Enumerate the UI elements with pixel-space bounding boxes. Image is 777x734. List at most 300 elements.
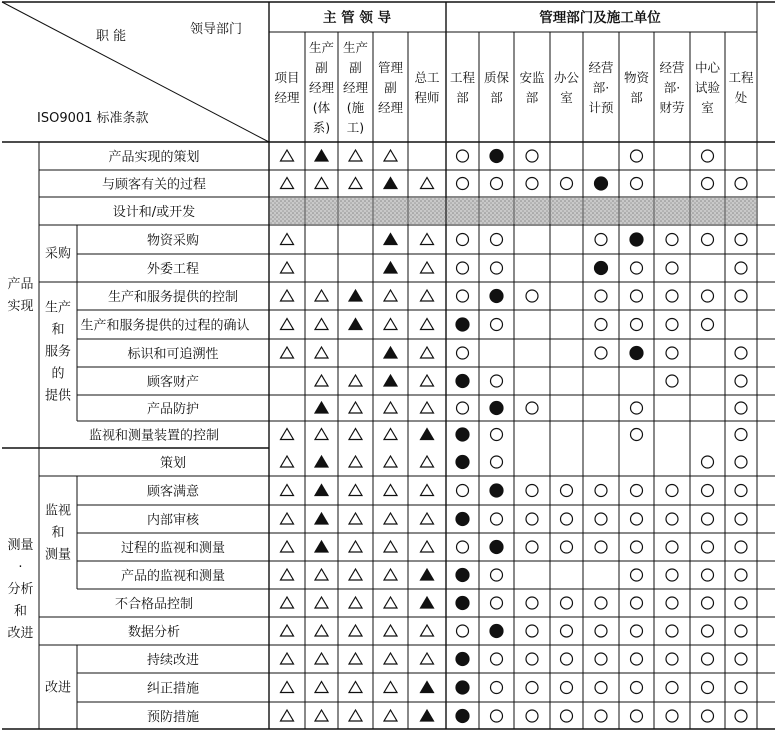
subgroup-label-purchasing: 采购 bbox=[44, 246, 72, 262]
column-header-line: 经营 bbox=[659, 60, 685, 75]
row-label: 预防措施 bbox=[146, 710, 200, 725]
major-dept-dot bbox=[456, 513, 469, 526]
minor-dept-circle bbox=[526, 150, 538, 162]
row-label: 顾客满意 bbox=[146, 484, 200, 500]
minor-leader-triangle bbox=[384, 150, 397, 161]
major-leader-triangle bbox=[315, 150, 328, 161]
minor-leader-triangle bbox=[421, 262, 434, 273]
row-label: 监视和测量装置的控制 bbox=[88, 428, 220, 444]
minor-leader-triangle bbox=[281, 234, 294, 245]
major-leader-triangle bbox=[349, 319, 362, 330]
minor-leader-triangle bbox=[281, 262, 294, 273]
minor-leader-triangle bbox=[349, 150, 362, 161]
minor-leader-triangle bbox=[315, 569, 328, 580]
minor-dept-circle bbox=[491, 513, 503, 525]
minor-leader-triangle bbox=[384, 319, 397, 330]
minor-dept-circle bbox=[491, 262, 503, 274]
minor-dept-circle bbox=[526, 485, 538, 497]
row-label: 设计和/或开发 bbox=[112, 205, 196, 220]
group-label-measurement-analysis: 测量 bbox=[7, 538, 34, 553]
major-leader-triangle bbox=[421, 429, 434, 440]
minor-dept-circle bbox=[595, 541, 607, 553]
minor-dept-circle bbox=[666, 682, 678, 694]
minor-leader-triangle bbox=[421, 402, 434, 413]
minor-leader-triangle bbox=[281, 429, 294, 440]
subgroup-label-improvement: 改进 bbox=[44, 680, 72, 696]
group-header-departments: 管理部门及施工单位 bbox=[539, 10, 661, 26]
shaded-cell bbox=[270, 198, 304, 224]
minor-leader-triangle bbox=[384, 485, 397, 496]
shaded-cell bbox=[515, 198, 549, 224]
minor-dept-circle bbox=[457, 290, 469, 302]
minor-leader-triangle bbox=[384, 513, 397, 524]
minor-leader-triangle bbox=[384, 290, 397, 301]
minor-dept-circle bbox=[666, 625, 678, 637]
column-header-line: 工) bbox=[346, 120, 365, 135]
minor-leader-triangle bbox=[349, 513, 362, 524]
minor-leader-triangle bbox=[315, 625, 328, 636]
minor-dept-circle bbox=[666, 597, 678, 609]
minor-leader-triangle bbox=[384, 541, 397, 552]
minor-leader-triangle bbox=[384, 682, 397, 693]
minor-leader-triangle bbox=[315, 710, 328, 721]
column-header-line: 经理 bbox=[274, 90, 300, 105]
row-label: 过程的监视和测量 bbox=[120, 541, 226, 556]
minor-dept-circle bbox=[595, 347, 607, 359]
minor-leader-triangle bbox=[384, 429, 397, 440]
major-dept-dot bbox=[456, 375, 469, 388]
minor-leader-triangle bbox=[349, 456, 362, 467]
minor-leader-triangle bbox=[421, 456, 434, 467]
shaded-cell bbox=[551, 198, 582, 224]
minor-dept-circle bbox=[631, 290, 643, 302]
minor-dept-circle bbox=[702, 485, 714, 497]
minor-dept-circle bbox=[631, 513, 643, 525]
major-dept-dot bbox=[456, 710, 469, 723]
minor-dept-circle bbox=[631, 597, 643, 609]
minor-dept-circle bbox=[491, 597, 503, 609]
minor-dept-circle bbox=[735, 485, 747, 497]
minor-dept-circle bbox=[595, 710, 607, 722]
minor-dept-circle bbox=[631, 653, 643, 665]
minor-leader-triangle bbox=[315, 178, 328, 189]
column-header-line: 办公 bbox=[553, 70, 580, 85]
subgroup-label-production: 服务 bbox=[44, 344, 72, 360]
major-leader-triangle bbox=[315, 541, 328, 552]
column-header-line: 室 bbox=[560, 90, 573, 105]
minor-leader-triangle bbox=[349, 429, 362, 440]
column-header-line: 安监 bbox=[519, 70, 545, 85]
row-label: 生产和服务提供的控制 bbox=[107, 290, 239, 305]
minor-dept-circle bbox=[735, 262, 747, 274]
minor-dept-circle bbox=[666, 262, 678, 274]
minor-leader-triangle bbox=[281, 569, 294, 580]
corner-leading-depts-label: 领导部门 bbox=[190, 22, 243, 37]
major-dept-dot bbox=[490, 541, 503, 554]
minor-leader-triangle bbox=[421, 625, 434, 636]
minor-dept-circle bbox=[702, 653, 714, 665]
shaded-cell bbox=[620, 198, 653, 224]
minor-dept-circle bbox=[595, 234, 607, 246]
major-dept-dot bbox=[490, 290, 503, 303]
minor-dept-circle bbox=[526, 178, 538, 190]
minor-dept-circle bbox=[702, 710, 714, 722]
minor-dept-circle bbox=[631, 625, 643, 637]
minor-dept-circle bbox=[735, 653, 747, 665]
column-header-line: 计预 bbox=[588, 100, 614, 115]
minor-leader-triangle bbox=[349, 710, 362, 721]
minor-dept-circle bbox=[526, 513, 538, 525]
column-header-line: 系) bbox=[312, 120, 331, 135]
minor-leader-triangle bbox=[349, 375, 362, 386]
shaded-cell bbox=[306, 198, 337, 224]
column-header-line: 程师 bbox=[414, 90, 440, 105]
column-header-line: 工程 bbox=[449, 70, 476, 85]
minor-leader-triangle bbox=[349, 653, 362, 664]
minor-dept-circle bbox=[561, 625, 573, 637]
minor-leader-triangle bbox=[349, 402, 362, 413]
column-header-line: 部 bbox=[525, 90, 539, 105]
minor-dept-circle bbox=[702, 597, 714, 609]
column-header-line: 副 bbox=[349, 60, 362, 75]
column-header-line: 副 bbox=[315, 60, 328, 75]
minor-dept-circle bbox=[735, 710, 747, 722]
major-dept-dot bbox=[490, 402, 503, 415]
minor-leader-triangle bbox=[315, 290, 328, 301]
minor-leader-triangle bbox=[421, 513, 434, 524]
minor-dept-circle bbox=[561, 485, 573, 497]
minor-dept-circle bbox=[457, 485, 469, 497]
minor-dept-circle bbox=[457, 625, 469, 637]
minor-dept-circle bbox=[631, 541, 643, 553]
minor-dept-circle bbox=[666, 290, 678, 302]
minor-dept-circle bbox=[702, 178, 714, 190]
row-label: 产品防护 bbox=[146, 402, 200, 417]
row-label: 纠正措施 bbox=[146, 681, 200, 697]
column-header-line: 经理 bbox=[308, 80, 335, 95]
minor-dept-circle bbox=[491, 456, 503, 468]
minor-dept-circle bbox=[702, 625, 714, 637]
shaded-cell bbox=[339, 198, 372, 224]
minor-leader-triangle bbox=[281, 682, 294, 693]
shaded-cell bbox=[447, 198, 478, 224]
minor-dept-circle bbox=[595, 290, 607, 302]
row-label: 持续改进 bbox=[146, 653, 200, 668]
column-header-line: 室 bbox=[701, 100, 714, 115]
major-dept-dot bbox=[630, 347, 643, 360]
group-label-product-realization: 产品 bbox=[7, 277, 34, 292]
minor-leader-triangle bbox=[421, 234, 434, 245]
minor-leader-triangle bbox=[349, 485, 362, 496]
minor-dept-circle bbox=[735, 347, 747, 359]
minor-leader-triangle bbox=[349, 569, 362, 580]
minor-dept-circle bbox=[702, 682, 714, 694]
row-label: 数据分析 bbox=[127, 625, 181, 640]
minor-dept-circle bbox=[526, 653, 538, 665]
column-header-line: 项目 bbox=[274, 70, 300, 85]
minor-leader-triangle bbox=[421, 178, 434, 189]
minor-dept-circle bbox=[702, 569, 714, 581]
minor-dept-circle bbox=[491, 710, 503, 722]
group-label-measurement-analysis: 改进 bbox=[7, 626, 34, 641]
minor-leader-triangle bbox=[349, 541, 362, 552]
group-label-measurement-analysis: · bbox=[18, 560, 23, 575]
major-dept-dot bbox=[456, 456, 469, 469]
major-dept-dot bbox=[456, 597, 469, 610]
column-header-line: 经营 bbox=[588, 60, 614, 75]
minor-leader-triangle bbox=[384, 625, 397, 636]
minor-dept-circle bbox=[735, 456, 747, 468]
minor-dept-circle bbox=[666, 710, 678, 722]
minor-dept-circle bbox=[491, 234, 503, 246]
column-header-line: 总工 bbox=[414, 70, 440, 85]
minor-dept-circle bbox=[561, 597, 573, 609]
minor-leader-triangle bbox=[315, 319, 328, 330]
minor-leader-triangle bbox=[421, 290, 434, 301]
subgroup-label-monitoring: 测量 bbox=[44, 547, 72, 563]
minor-dept-circle bbox=[595, 682, 607, 694]
minor-dept-circle bbox=[526, 625, 538, 637]
minor-dept-circle bbox=[457, 541, 469, 553]
minor-leader-triangle bbox=[384, 710, 397, 721]
minor-dept-circle bbox=[666, 319, 678, 331]
minor-dept-circle bbox=[595, 319, 607, 331]
minor-leader-triangle bbox=[281, 456, 294, 467]
minor-dept-circle bbox=[702, 513, 714, 525]
column-header-line: 部 bbox=[630, 90, 643, 105]
minor-dept-circle bbox=[526, 402, 538, 414]
minor-dept-circle bbox=[631, 710, 643, 722]
minor-leader-triangle bbox=[349, 597, 362, 608]
corner-iso-clauses-label: ISO9001 标准条款 bbox=[37, 111, 149, 126]
major-leader-triangle bbox=[421, 682, 434, 693]
column-header-line: 部 bbox=[456, 90, 469, 105]
minor-dept-circle bbox=[631, 402, 643, 414]
column-header-line: 经理 bbox=[342, 80, 369, 95]
minor-dept-circle bbox=[735, 429, 747, 441]
major-leader-triangle bbox=[315, 402, 328, 413]
minor-dept-circle bbox=[561, 541, 573, 553]
row-label: 不合格品控制 bbox=[114, 597, 194, 612]
minor-dept-circle bbox=[702, 290, 714, 302]
minor-leader-triangle bbox=[281, 597, 294, 608]
minor-dept-circle bbox=[735, 541, 747, 553]
minor-dept-circle bbox=[561, 710, 573, 722]
minor-dept-circle bbox=[457, 150, 469, 162]
minor-leader-triangle bbox=[421, 541, 434, 552]
column-header-line: 中心 bbox=[694, 60, 721, 75]
minor-leader-triangle bbox=[315, 429, 328, 440]
minor-leader-triangle bbox=[281, 347, 294, 358]
subgroup-label-monitoring: 监视 bbox=[44, 503, 72, 519]
major-dept-dot bbox=[490, 484, 503, 497]
minor-leader-triangle bbox=[281, 290, 294, 301]
minor-dept-circle bbox=[666, 234, 678, 246]
minor-dept-circle bbox=[735, 375, 747, 387]
minor-dept-circle bbox=[666, 375, 678, 387]
column-header-line: 质保 bbox=[483, 70, 510, 85]
minor-dept-circle bbox=[735, 569, 747, 581]
minor-dept-circle bbox=[491, 569, 503, 581]
shaded-cells bbox=[270, 198, 756, 224]
major-leader-triangle bbox=[421, 597, 434, 608]
major-dept-dot bbox=[456, 428, 469, 441]
major-leader-triangle bbox=[315, 456, 328, 467]
minor-dept-circle bbox=[631, 178, 643, 190]
row-label: 顾客财产 bbox=[146, 375, 200, 390]
major-dept-dot bbox=[456, 569, 469, 582]
column-header-line: (施 bbox=[346, 100, 365, 115]
subgroup-label-production: 生产 bbox=[44, 300, 72, 316]
minor-dept-circle bbox=[595, 625, 607, 637]
minor-dept-circle bbox=[666, 513, 678, 525]
row-labels bbox=[7, 149, 249, 725]
column-header-line: (体 bbox=[312, 100, 331, 115]
row-label: 策划 bbox=[159, 456, 187, 471]
major-leader-triangle bbox=[384, 347, 397, 358]
minor-dept-circle bbox=[561, 513, 573, 525]
shaded-cell bbox=[480, 198, 513, 224]
minor-leader-triangle bbox=[384, 653, 397, 664]
minor-leader-triangle bbox=[315, 375, 328, 386]
minor-dept-circle bbox=[491, 319, 503, 331]
minor-dept-circle bbox=[561, 178, 573, 190]
minor-dept-circle bbox=[631, 429, 643, 441]
minor-dept-circle bbox=[491, 375, 503, 387]
group-label-measurement-analysis: 和 bbox=[13, 604, 28, 619]
shaded-cell bbox=[374, 198, 407, 224]
minor-dept-circle bbox=[457, 262, 469, 274]
row-label: 产品实现的策划 bbox=[108, 150, 200, 165]
minor-dept-circle bbox=[631, 485, 643, 497]
group-label-measurement-analysis: 分析 bbox=[7, 582, 34, 597]
minor-dept-circle bbox=[595, 653, 607, 665]
minor-dept-circle bbox=[491, 178, 503, 190]
minor-leader-triangle bbox=[421, 653, 434, 664]
minor-dept-circle bbox=[457, 347, 469, 359]
minor-dept-circle bbox=[526, 541, 538, 553]
subgroup-label-monitoring: 和 bbox=[51, 525, 65, 541]
column-header-line: 部· bbox=[663, 80, 681, 95]
group-label-product-realization: 实现 bbox=[7, 299, 34, 314]
minor-leader-triangle bbox=[281, 485, 294, 496]
major-leader-triangle bbox=[384, 375, 397, 386]
minor-dept-circle bbox=[631, 319, 643, 331]
minor-leader-triangle bbox=[421, 347, 434, 358]
shaded-cell bbox=[409, 198, 445, 224]
minor-dept-circle bbox=[666, 485, 678, 497]
minor-leader-triangle bbox=[384, 402, 397, 413]
minor-leader-triangle bbox=[421, 319, 434, 330]
column-header-line: 管理 bbox=[377, 60, 404, 75]
minor-dept-circle bbox=[702, 319, 714, 331]
minor-dept-circle bbox=[666, 541, 678, 553]
major-leader-triangle bbox=[315, 513, 328, 524]
minor-dept-circle bbox=[561, 682, 573, 694]
minor-dept-circle bbox=[735, 513, 747, 525]
minor-dept-circle bbox=[735, 402, 747, 414]
shaded-cell bbox=[726, 198, 756, 224]
minor-dept-circle bbox=[702, 456, 714, 468]
minor-dept-circle bbox=[457, 402, 469, 414]
minor-dept-circle bbox=[631, 569, 643, 581]
minor-leader-triangle bbox=[281, 653, 294, 664]
minor-dept-circle bbox=[595, 597, 607, 609]
major-dept-dot bbox=[490, 625, 503, 638]
minor-leader-triangle bbox=[281, 625, 294, 636]
minor-dept-circle bbox=[561, 653, 573, 665]
minor-leader-triangle bbox=[315, 653, 328, 664]
column-header-line: 财劳 bbox=[659, 100, 685, 115]
major-leader-triangle bbox=[421, 710, 434, 721]
minor-dept-circle bbox=[735, 597, 747, 609]
major-dept-dot bbox=[630, 233, 643, 246]
major-dept-dot bbox=[595, 262, 608, 275]
corner-functions-label: 职 能 bbox=[96, 29, 127, 44]
minor-dept-circle bbox=[735, 178, 747, 190]
minor-dept-circle bbox=[735, 625, 747, 637]
minor-leader-triangle bbox=[349, 625, 362, 636]
minor-leader-triangle bbox=[281, 319, 294, 330]
major-leader-triangle bbox=[384, 262, 397, 273]
major-leader-triangle bbox=[315, 485, 328, 496]
subgroup-label-production: 的 bbox=[51, 366, 65, 382]
minor-dept-circle bbox=[631, 262, 643, 274]
minor-dept-circle bbox=[595, 513, 607, 525]
minor-dept-circle bbox=[735, 290, 747, 302]
minor-dept-circle bbox=[735, 682, 747, 694]
minor-dept-circle bbox=[526, 290, 538, 302]
minor-dept-circle bbox=[702, 150, 714, 162]
minor-dept-circle bbox=[526, 597, 538, 609]
minor-dept-circle bbox=[666, 347, 678, 359]
minor-dept-circle bbox=[595, 485, 607, 497]
minor-leader-triangle bbox=[349, 682, 362, 693]
minor-leader-triangle bbox=[281, 710, 294, 721]
major-leader-triangle bbox=[349, 290, 362, 301]
minor-dept-circle bbox=[735, 234, 747, 246]
major-dept-dot bbox=[456, 681, 469, 694]
minor-leader-triangle bbox=[384, 597, 397, 608]
column-header-line: 经理 bbox=[377, 100, 404, 115]
column-header-line: 试验 bbox=[694, 80, 721, 95]
row-label: 生产和服务提供的过程的确认 bbox=[80, 318, 250, 334]
minor-dept-circle bbox=[702, 541, 714, 553]
minor-dept-circle bbox=[491, 682, 503, 694]
minor-dept-circle bbox=[457, 178, 469, 190]
row-label: 外委工程 bbox=[146, 262, 200, 277]
row-label: 物资采购 bbox=[146, 233, 200, 249]
row-label: 标识和可追溯性 bbox=[127, 347, 219, 362]
minor-leader-triangle bbox=[421, 485, 434, 496]
minor-dept-circle bbox=[491, 429, 503, 441]
minor-leader-triangle bbox=[281, 178, 294, 189]
shaded-cell bbox=[584, 198, 618, 224]
column-header-line: 生产 bbox=[308, 40, 335, 55]
shaded-cell bbox=[691, 198, 724, 224]
row-label: 产品的监视和测量 bbox=[120, 569, 226, 584]
minor-leader-triangle bbox=[315, 682, 328, 693]
minor-dept-circle bbox=[526, 682, 538, 694]
minor-dept-circle bbox=[526, 710, 538, 722]
column-header-line: 部 bbox=[490, 90, 503, 105]
minor-leader-triangle bbox=[281, 513, 294, 524]
minor-dept-circle bbox=[666, 569, 678, 581]
minor-leader-triangle bbox=[384, 456, 397, 467]
row-label: 与顾客有关的过程 bbox=[101, 177, 207, 193]
column-header-line: 工程 bbox=[728, 70, 754, 85]
major-dept-dot bbox=[490, 150, 503, 163]
